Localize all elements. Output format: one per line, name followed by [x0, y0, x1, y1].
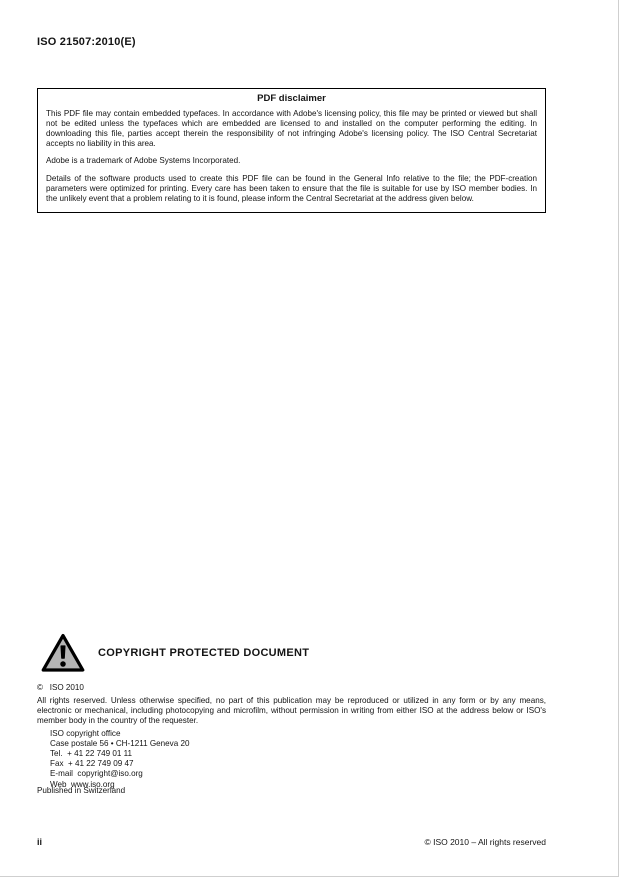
published-in-line: Published in Switzerland: [37, 786, 126, 795]
disclaimer-paragraph: This PDF file may contain embedded typefaces. In accordance with Adobe's licensing policy, this file may be printed or viewed but shall not be edited unless the typefaces which are embedded are licensed to and installed on the computer performing the editing. In downloading this file, parties accept therein the responsibility of not infringing Adobe's licensing policy. The ISO Central Secretariat accepts no liability in this area.: [46, 109, 537, 148]
rights-reserved-text: All rights reserved. Unless otherwise specified, no part of this publication may be reproduced or utilized in any form or by any means, electronic or mechanical, including photocopying and microfilm, without permission in writing from either ISO at the address below or ISO's member body in the country of the requester.: [37, 696, 546, 726]
disclaimer-paragraph: Details of the software products used to create this PDF file can be found in the General Info relative to the file; the PDF-creation parameters were optimized for printing. Every care has been taken to ensure that the file is suitable for use by ISO member bodies. In the unlikely event that a problem relating to it is found, please inform the Central Secretariat at the address given below.: [46, 174, 537, 204]
address-line: Web www.iso.org: [50, 779, 115, 789]
copyright-banner: [40, 632, 309, 674]
address-line: Tel. + 41 22 749 01 11: [50, 749, 132, 759]
address-line: Fax + 41 22 749 09 47: [50, 759, 134, 769]
address-line: E-mail copyright@iso.org: [50, 769, 143, 779]
copyright-notice: © ISO 2010: [37, 683, 84, 692]
footer-page-number: ii: [37, 837, 43, 847]
warning-triangle-icon: [40, 632, 86, 674]
address-line: Case postale 56 • CH-1211 Geneva 20: [50, 739, 190, 749]
page-footer: [37, 837, 546, 847]
disclaimer-paragraph: Adobe is a trademark of Adobe Systems Incorporated.: [46, 156, 241, 166]
iso-address-block: [50, 729, 189, 790]
address-line: ISO copyright office: [50, 729, 121, 738]
document-reference-header: ISO 21507:2010(E): [37, 36, 136, 48]
disclaimer-title: PDF disclaimer: [257, 93, 326, 104]
pdf-disclaimer-box: [37, 88, 546, 213]
copyright-banner-label: COPYRIGHT PROTECTED DOCUMENT: [98, 647, 310, 659]
footer-copyright-text: © ISO 2010 – All rights reserved: [424, 837, 546, 847]
